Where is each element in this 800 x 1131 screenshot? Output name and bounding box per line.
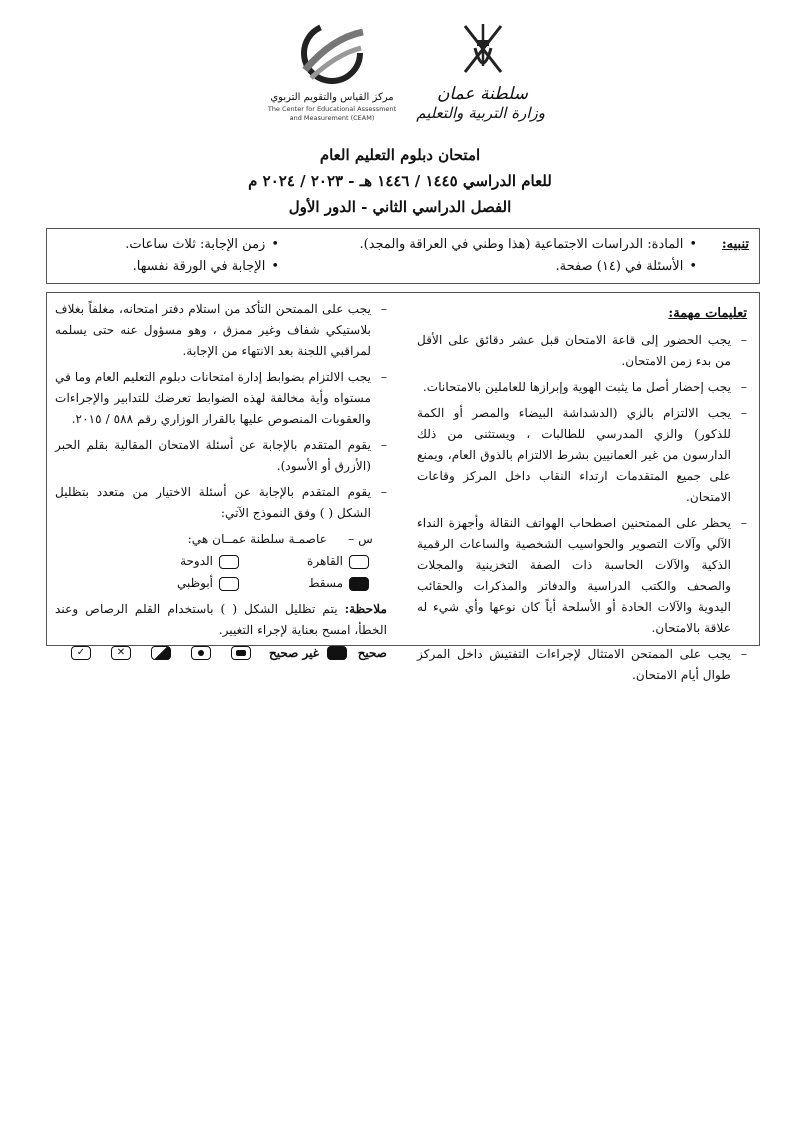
example-option: القاهرة — [307, 551, 369, 572]
note-text: يتم تظليل الشكل ( ) باستخدام القلم الرصاص وعند الخطأ، امسح بعناية لإجراء التغيير. — [55, 602, 387, 637]
instruction-item: – يجب الالتزام بالزي (الدشداشة البيضاء والمصر أو الكمة للذكور) والزي المدرسي للطالبات ، ويستثنى من ذلك الدارسون من غير العمانيين بشرط الالتزام بالذوق العام، ويمنع على جميع المتقدمات ارتداء النقاب داخل المركز وقاعات الامتحان. — [417, 403, 747, 508]
example-option: الدوحة — [180, 551, 239, 572]
example-question — [55, 529, 387, 549]
instructions-box — [46, 292, 760, 682]
instruction-item: – يجب الحضور إلى قاعة الامتحان قبل عشر دقائق على الأقل من بدء زمن الامتحان. — [417, 330, 747, 372]
filled-bubble-icon — [327, 646, 347, 660]
example-option: مسقط — [308, 573, 369, 594]
instruction-item: – يجب إحضار أصل ما يثبت الهوية وإبرازها للعاملين بالامتحانات. — [417, 377, 747, 398]
answer-bubble-filled — [349, 577, 369, 591]
instruction-item: – يحظر على الممتحنين اصطحاب الهواتف النقالة وأجهزة النداء الآلي وآلات التصوير والحواسيب الشخصية والساعات الرقمية الذكية والآلات الحاسبة ذات الصفة التخزينية والمجلات والصحف والكتب الدراسية والدفاتر والمذكرات والحقائب اليدوية والآلات الحادة أو الأسلحة أياً كان نوعها وأي شيء له علاقة بالامتحان. — [417, 513, 747, 639]
instruction-item: – يجب على الممتحن الامتثال لإجراءات التفتيش داخل المركز طوال أيام الامتحان. — [417, 644, 747, 686]
note — [55, 599, 387, 641]
example-options — [55, 549, 369, 593]
marking-examples — [55, 643, 387, 665]
instruction-item: – يقوم المتقدم بالإجابة عن أسئلة الامتحان المقالية بقلم الحبر (الأزرق أو الأسود). — [55, 435, 387, 477]
ministry-name: وزارة التربية والتعليم — [416, 104, 545, 122]
incorrect-label: غير صحيح — [269, 646, 319, 660]
instructions-left-list — [55, 299, 387, 524]
instruction-item: – يجب الالتزام بضوابط إدارة امتحانات دبلوم التعليم العام وما في مستواه وأية مخالفة لهذه الضوابط تعرضك للتدابير والإجراءات والعقوبات المنصوص عليها بالقرار الوزاري رقم ٥٨٨ / ٢٠١٥. — [55, 367, 387, 430]
ceam-name-en — [252, 105, 412, 123]
note-label: ملاحظة: — [344, 602, 388, 616]
instruction-item: – يجب على الممتحن التأكد من استلام دفتر امتحانه، مغلفاً بغلاف بلاستيكي شفاف وغير ممزق ، وهو مسؤول عنه حتى يسلمه لمراقبي اللجنة بعد الانتهاء من الإجابة. — [55, 299, 387, 362]
dot-bubble-icon — [191, 646, 211, 660]
exam-titles — [0, 142, 800, 220]
instruction-item: – يقوم المتقدم بالإجابة عن أسئلة الاختيار من متعدد بتظليل الشكل ( ) وفق النموذج الآتي: — [55, 482, 387, 524]
example-question-label: س – — [348, 532, 373, 546]
notice-subject: • المادة: الدراسات الاجتماعية (هذا وطني في العراقة والمجد). — [359, 237, 697, 252]
sultanate-name: سلطنة عمان — [436, 84, 529, 104]
ministry-logo — [416, 18, 545, 138]
example-option: أبوظبي — [177, 573, 239, 594]
answer-bubble-empty — [349, 555, 369, 569]
ceam-name-en-line1: The Center for Educational Assessment — [267, 105, 397, 113]
instructions-right-column — [417, 293, 747, 691]
partial-fill-bubble-icon — [231, 646, 251, 660]
oman-emblem-icon — [455, 18, 511, 80]
half-shaded-bubble-icon — [151, 646, 171, 660]
exam-title: امتحان دبلوم التعليم العام — [319, 146, 481, 164]
ceam-name-ar: مركز القياس والتقويم التربوي — [270, 92, 394, 103]
notice-time: • زمن الإجابة: ثلاث ساعات. — [125, 237, 279, 252]
example-question-text: عاصمـة سلطنة عمــان هي: — [187, 532, 327, 546]
answer-bubble-empty — [219, 555, 239, 569]
answer-bubble-empty — [219, 577, 239, 591]
notice-label: تنبيه: — [721, 237, 749, 252]
ceam-emblem-icon — [297, 18, 367, 88]
notice-pages: • الأسئلة في (١٤) صفحة. — [556, 259, 697, 274]
instructions-title: تعليمات مهمة: — [668, 306, 747, 321]
ceam-logo — [252, 18, 412, 136]
notice-answer-location: • الإجابة في الورقة نفسها. — [133, 259, 279, 274]
notice-box — [46, 228, 760, 284]
check-bubble-icon: ✓ — [71, 646, 91, 660]
ceam-name-en-line2: and Measurement (CEAM) — [289, 114, 375, 122]
cross-bubble-icon: ✕ — [111, 646, 131, 660]
instructions-left-column — [55, 293, 387, 665]
exam-semester: الفصل الدراسي الثاني - الدور الأول — [288, 198, 512, 216]
correct-label: صحيح — [357, 646, 387, 660]
instructions-right-list — [417, 330, 747, 686]
exam-year: للعام الدراسي ١٤٤٥ / ١٤٤٦ هـ - ٢٠٢٣ / ٢٠٢٤ م — [248, 172, 552, 190]
